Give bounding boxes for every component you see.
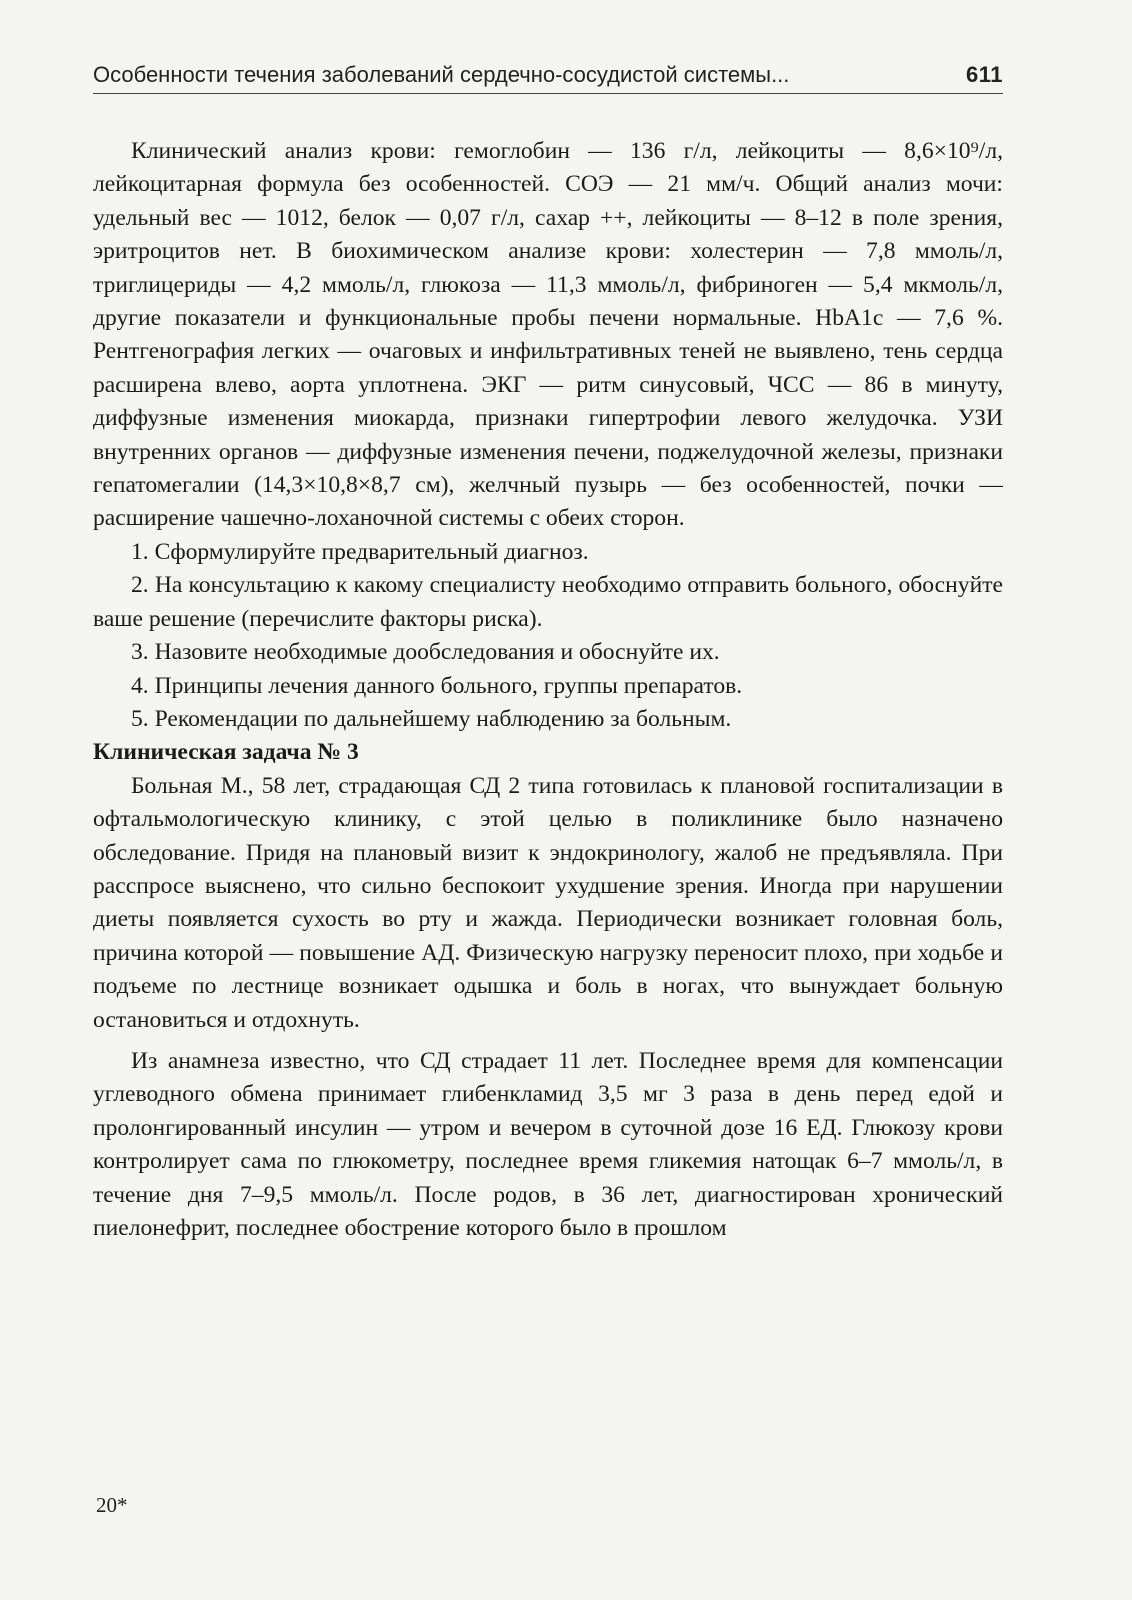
page-folio: 611 bbox=[966, 62, 1003, 87]
signature-mark: 20* bbox=[96, 1493, 128, 1517]
case-paragraph: Из анамнеза известно, что СД страдает 11 лет. Последнее время для компенсации углеводного обмена принимает глибенкламид 3,5 мг 3 раза в день перед едой и пролонгированный инсулин — утром и вечером в суточной дозе 16 ЕД. Глюкозу крови контролирует сама по глюкометру, последнее время гликемия натощак 6–7 ммоль/л, в течение дня 7–9,5 ммоль/л. После родов, в 36 лет, диагностирован хронический пиелонефрит, последнее обострение которого было в прошлом bbox=[93, 1047, 1003, 1241]
running-head bbox=[93, 62, 1003, 94]
question-list bbox=[93, 536, 1003, 736]
case-paragraph: Больная М., 58 лет, страдающая СД 2 типа готовилась к плановой госпитализации в офтальмологическую клинику, с этой целью в поликлинике было назначено обследование. Придя на плановый визит к эндокринологу, жалоб не предъявляла. При расспросе выяснено, что сильно беспокоит ухудшение зрения. Иногда при нарушении диеты появляется сухость во рту и жажда. Периодически возникает головная боль, причина которой — повышение АД. Физическую нагрузку переносит плохо, при ходьбе и подъеме по лестнице возникает одышка и боль в ногах, что вынуждает больную остановиться и отдохнуть. bbox=[93, 772, 1003, 1033]
question-item: 5. Рекомендации по дальнейшему наблюдению за больным. bbox=[131, 705, 732, 732]
page-body bbox=[93, 135, 1003, 1245]
question-item: 3. Назовите необходимые дообследования и обоснуйте их. bbox=[131, 639, 720, 666]
lab-results-paragraph: Клинический анализ крови: гемоглобин — 136 г/л, лейкоциты — 8,6×10⁹/л, лейкоцитарная формула без особенностей. СОЭ — 21 мм/ч. Общий анализ мочи: удельный вес — 1012, белок — 0,07 г/л, сахар ++, лейкоциты — 8–12 в поле зрения, эритроцитов нет. В биохимическом анализе крови: холестерин — 7,8 ммоль/л, триглицериды — 4,2 ммоль/л, глюкоза — 11,3 ммоль/л, фибриноген — 5,4 мкмоль/л, другие показатели и функциональные пробы печени нормальные. HbA1c — 7,6 %. Рентгенография легких — очаговых и инфильтративных теней не выявлено, тень сердца расширена влево, аорта уплотнена. ЭКГ — ритм синусовый, ЧСС — 86 в минуту, диффузные изменения миокарда, признаки гипертрофии левого желудочка. УЗИ внутренних органов — диффузные изменения печени, поджелудочной железы, признаки гепатомегалии (14,3×10,8×8,7 см), желчный пузырь — без особенностей, почки — расширение чашечно-лоханочной системы с обеих сторон. bbox=[93, 138, 1003, 532]
section-heading: Клиническая задача № 3 bbox=[93, 739, 359, 766]
question-item: 4. Принципы лечения данного больного, группы препаратов. bbox=[131, 672, 743, 699]
question-item: 2. На консультацию к какому специалисту необходимо отправить больного, обоснуйте ваше решение (перечислите факторы риска). bbox=[93, 572, 1003, 632]
running-head-title: Особенности течения заболеваний сердечно-сосудистой системы... bbox=[93, 62, 790, 87]
question-item: 1. Сформулируйте предварительный диагноз. bbox=[131, 538, 589, 565]
